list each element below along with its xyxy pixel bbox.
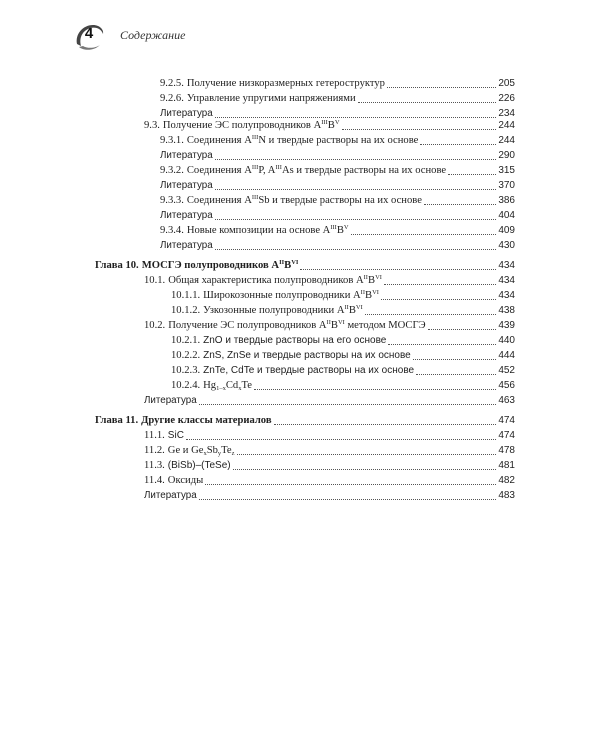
toc-entry-title: Литература	[160, 108, 213, 119]
toc-row[interactable]	[144, 319, 515, 332]
toc-entry-title: ZnO и твердые растворы на его основе	[203, 335, 387, 346]
toc-entry-number: 9.2.6.	[160, 93, 184, 104]
toc-page-number: 430	[498, 240, 515, 251]
toc-entry-title: Литература	[144, 490, 197, 501]
toc-title-fragment: VI	[375, 274, 382, 281]
toc-page-number: 463	[498, 395, 515, 406]
toc-entry-number: 10.1.1.	[171, 290, 201, 301]
toc-row[interactable]	[144, 489, 515, 502]
page-number-badge	[74, 22, 104, 52]
dot-leader	[186, 439, 496, 440]
toc-row[interactable]	[171, 379, 515, 392]
dot-leader	[424, 204, 496, 205]
toc-title-fragment: II	[344, 304, 349, 311]
toc-entry-title	[168, 444, 235, 457]
dot-leader	[365, 314, 497, 315]
toc-row[interactable]	[171, 349, 515, 362]
toc-title-fragment: B	[327, 120, 335, 131]
toc-entry-title: ZnTe, CdTe и твердые растворы на их основе	[203, 365, 415, 376]
toc-title-fragment: x	[238, 385, 242, 392]
toc-entry-number: 10.1.	[144, 275, 166, 286]
toc-page-number: 409	[498, 225, 515, 236]
toc-title-fragment: II	[360, 289, 366, 296]
toc-title-fragment: N и твердые растворы на их основе	[258, 135, 419, 146]
toc-entry-number: 10.2.4.	[171, 380, 201, 391]
toc-entry-title: Литература	[160, 180, 213, 191]
toc-page-number: 444	[498, 350, 515, 361]
dot-leader	[215, 219, 497, 220]
toc-entry-number: 10.1.2.	[171, 305, 201, 316]
toc-chapter-row[interactable]	[95, 414, 515, 427]
toc-title-fragment: z	[231, 450, 235, 457]
toc-row[interactable]	[160, 77, 515, 90]
toc-title-fragment: III	[330, 224, 337, 231]
toc-entry-number: 11.1.	[144, 430, 165, 441]
toc-title-fragment: Широкозонные полупроводники A	[203, 290, 361, 301]
toc-page-number: 244	[498, 120, 515, 131]
toc-row[interactable]	[160, 239, 515, 252]
toc-entry-title	[203, 379, 252, 392]
toc-title-fragment: методом МОСГЭ	[344, 320, 426, 331]
toc-entry-number: 11.4.	[144, 475, 165, 486]
toc-title-fragment: B	[348, 305, 356, 316]
toc-title-fragment: Общая характеристика полупроводников A	[168, 275, 364, 286]
toc-entry-number: 11.3.	[144, 460, 165, 471]
toc-page-number: 370	[498, 180, 515, 191]
toc-title-fragment: II	[363, 274, 368, 281]
toc-title-fragment: Hg	[203, 380, 217, 391]
toc-entry-title: Получение низкоразмерных гетероструктур	[186, 78, 385, 89]
toc-row[interactable]	[160, 224, 515, 237]
toc-entry-title	[187, 194, 422, 207]
toc-title-fragment: Новые композиции на основе A	[186, 225, 331, 236]
toc-page-number: 386	[498, 195, 515, 206]
toc-entry-title: Литература	[144, 395, 197, 406]
toc-entry-number: 9.3.3.	[160, 195, 184, 206]
dot-leader	[420, 144, 496, 145]
dot-leader	[199, 404, 497, 405]
toc-title-fragment: II	[326, 319, 331, 326]
toc-entry-title: Литература	[160, 210, 213, 221]
toc-entry-title	[187, 164, 446, 177]
dot-leader	[342, 129, 497, 130]
toc-page-number: 474	[498, 415, 515, 426]
toc-page-number: 205	[498, 78, 515, 89]
toc-entry-title: ZnS, ZnSe и твердые растворы на их основе	[203, 350, 411, 361]
toc-title-fragment: B	[330, 320, 338, 331]
toc-page-number: 290	[498, 150, 515, 161]
running-title: Содержание	[120, 28, 186, 42]
dot-leader	[205, 484, 496, 485]
toc-entry-number: 10.2.	[144, 320, 166, 331]
toc-title-fragment: Узкозонные полупроводники A	[203, 305, 345, 316]
toc-title-fragment: Te	[241, 380, 252, 391]
toc-page-number: 438	[498, 305, 515, 316]
toc-entry-number: 10.2.2.	[171, 350, 201, 361]
dot-leader	[233, 469, 497, 470]
toc-title-fragment: Sb	[206, 445, 218, 456]
page-number: 4	[84, 25, 94, 42]
dot-leader	[237, 454, 497, 455]
toc-title-fragment: P, A	[258, 165, 276, 176]
toc-entry-number: 9.3.1.	[160, 135, 184, 146]
toc-row[interactable]	[160, 194, 515, 207]
toc-row[interactable]	[144, 459, 515, 472]
toc-entry-title	[203, 304, 363, 317]
dot-leader	[215, 249, 497, 250]
toc-title-fragment: VI	[291, 259, 299, 266]
toc-page-number: 234	[498, 108, 515, 119]
toc-title-fragment: МОСГЭ полупроводников A	[141, 260, 280, 271]
dot-leader	[254, 389, 496, 390]
toc-page-number: 404	[498, 210, 515, 221]
toc-page-number: 226	[498, 93, 515, 104]
toc-page-number: 439	[498, 320, 515, 331]
toc-entry-title: Литература	[160, 150, 213, 161]
toc-title-fragment: Получение ЭС полупроводников A	[162, 120, 322, 131]
toc-row[interactable]	[144, 429, 515, 442]
dot-leader	[381, 299, 496, 300]
toc-entry-number: 10.2.3.	[171, 365, 201, 376]
toc-page-number: 482	[498, 475, 515, 486]
toc-title-fragment: B	[336, 225, 344, 236]
toc-title-fragment: III	[321, 119, 328, 126]
toc-row[interactable]	[144, 274, 515, 287]
dot-leader	[215, 117, 497, 118]
toc-row[interactable]	[160, 209, 515, 222]
toc-chapter-row[interactable]	[95, 259, 515, 272]
toc-entry-title: SiC	[167, 430, 184, 441]
toc-row[interactable]	[171, 334, 515, 347]
toc-page-number: 440	[498, 335, 515, 346]
dot-leader	[358, 102, 497, 103]
toc-row[interactable]	[160, 134, 515, 147]
toc-row[interactable]	[171, 289, 515, 302]
toc-entry-number: 9.2.5.	[160, 78, 184, 89]
toc-title-fragment: III	[251, 164, 259, 171]
toc-page-number: 481	[498, 460, 515, 471]
toc-row[interactable]	[160, 179, 515, 192]
dot-leader	[351, 234, 497, 235]
toc-entry-title	[168, 274, 382, 287]
dot-leader	[388, 344, 496, 345]
toc-row[interactable]	[160, 164, 515, 177]
dot-leader	[274, 424, 497, 425]
toc-row[interactable]	[144, 394, 515, 407]
toc-title-fragment: Ge и Ge	[167, 445, 204, 456]
toc-title-fragment: III	[251, 194, 259, 201]
toc-page-number: 434	[498, 290, 515, 301]
toc-title-fragment: VI	[355, 304, 363, 311]
toc-title-fragment: II	[279, 259, 285, 266]
toc-title-fragment: B	[367, 275, 376, 286]
toc-page-number: 452	[498, 365, 515, 376]
toc-title-fragment: 1–x	[216, 385, 226, 392]
toc-row[interactable]	[171, 304, 515, 317]
toc-title-fragment: III	[275, 164, 282, 171]
toc-title-fragment: Получение ЭС полупроводников A	[168, 320, 327, 331]
toc-entry-number: 9.3.	[144, 120, 160, 131]
toc-entry-title: Другие классы материалов	[141, 415, 272, 426]
toc-title-fragment: III	[251, 134, 259, 141]
toc-entry-title: Литература	[160, 240, 213, 251]
toc-page-number: 434	[498, 275, 515, 286]
toc-title-fragment: V	[343, 224, 349, 231]
dot-leader	[199, 499, 497, 500]
toc-entry-title: (BiSb)–(TeSe)	[167, 460, 231, 471]
toc-title-fragment: VI	[337, 319, 345, 326]
toc-title-fragment: Te	[221, 445, 232, 456]
dot-leader	[300, 269, 496, 270]
toc-page-number: 456	[498, 380, 515, 391]
toc-entry-number: Глава 10.	[95, 260, 139, 271]
toc-page-number: 474	[498, 430, 515, 441]
toc-entry-number: Глава 11.	[95, 415, 139, 426]
toc-entry-number: 9.3.4.	[160, 225, 184, 236]
toc-title-fragment: VI	[372, 289, 379, 296]
toc-page-number: 244	[498, 135, 515, 146]
toc-row[interactable]	[171, 364, 515, 377]
toc-entry-title	[142, 259, 299, 272]
toc-entry-number: 9.3.2.	[160, 165, 184, 176]
toc-title-fragment: Соединения A	[186, 165, 252, 176]
toc-page-number: 434	[498, 260, 515, 271]
dot-leader	[215, 159, 497, 160]
toc-title-fragment: B	[284, 260, 292, 271]
toc-entry-title	[203, 289, 379, 302]
toc-title-fragment: Cd	[225, 380, 239, 391]
toc-entry-title	[163, 119, 340, 132]
toc-title-fragment: y	[217, 450, 222, 457]
toc-title-fragment: V	[334, 119, 340, 126]
toc-entry-number: 11.2.	[144, 445, 165, 456]
toc-entry-title: Оксиды	[167, 475, 204, 486]
toc-title-fragment: x	[203, 450, 207, 457]
dot-leader	[428, 329, 497, 330]
dot-leader	[448, 174, 496, 175]
toc-title-fragment: Соединения A	[186, 135, 252, 146]
toc-page-number: 315	[498, 165, 515, 176]
toc-row[interactable]	[144, 444, 515, 457]
toc-page-number: 483	[498, 490, 515, 501]
page-header	[74, 22, 534, 52]
toc-entry-number: 10.2.1.	[171, 335, 201, 346]
toc-page-number: 478	[498, 445, 515, 456]
toc-entry-title: Управление упругими напряжениями	[186, 93, 356, 104]
toc-entry-title	[168, 319, 425, 332]
dot-leader	[413, 359, 497, 360]
toc-title-fragment: Соединения A	[186, 195, 252, 206]
toc-title-fragment: B	[365, 290, 373, 301]
dot-leader	[416, 374, 496, 375]
toc-entry-title	[187, 224, 349, 237]
toc-title-fragment: Sb и твердые растворы на их основе	[258, 195, 422, 206]
toc-title-fragment: As и твердые растворы на их основе	[281, 165, 447, 176]
dot-leader	[387, 87, 496, 88]
dot-leader	[384, 284, 496, 285]
toc-row[interactable]	[160, 149, 515, 162]
toc-row[interactable]	[144, 474, 515, 487]
toc-row[interactable]	[144, 119, 515, 132]
dot-leader	[215, 189, 497, 190]
toc-row[interactable]	[160, 92, 515, 105]
toc-entry-title	[187, 134, 419, 147]
